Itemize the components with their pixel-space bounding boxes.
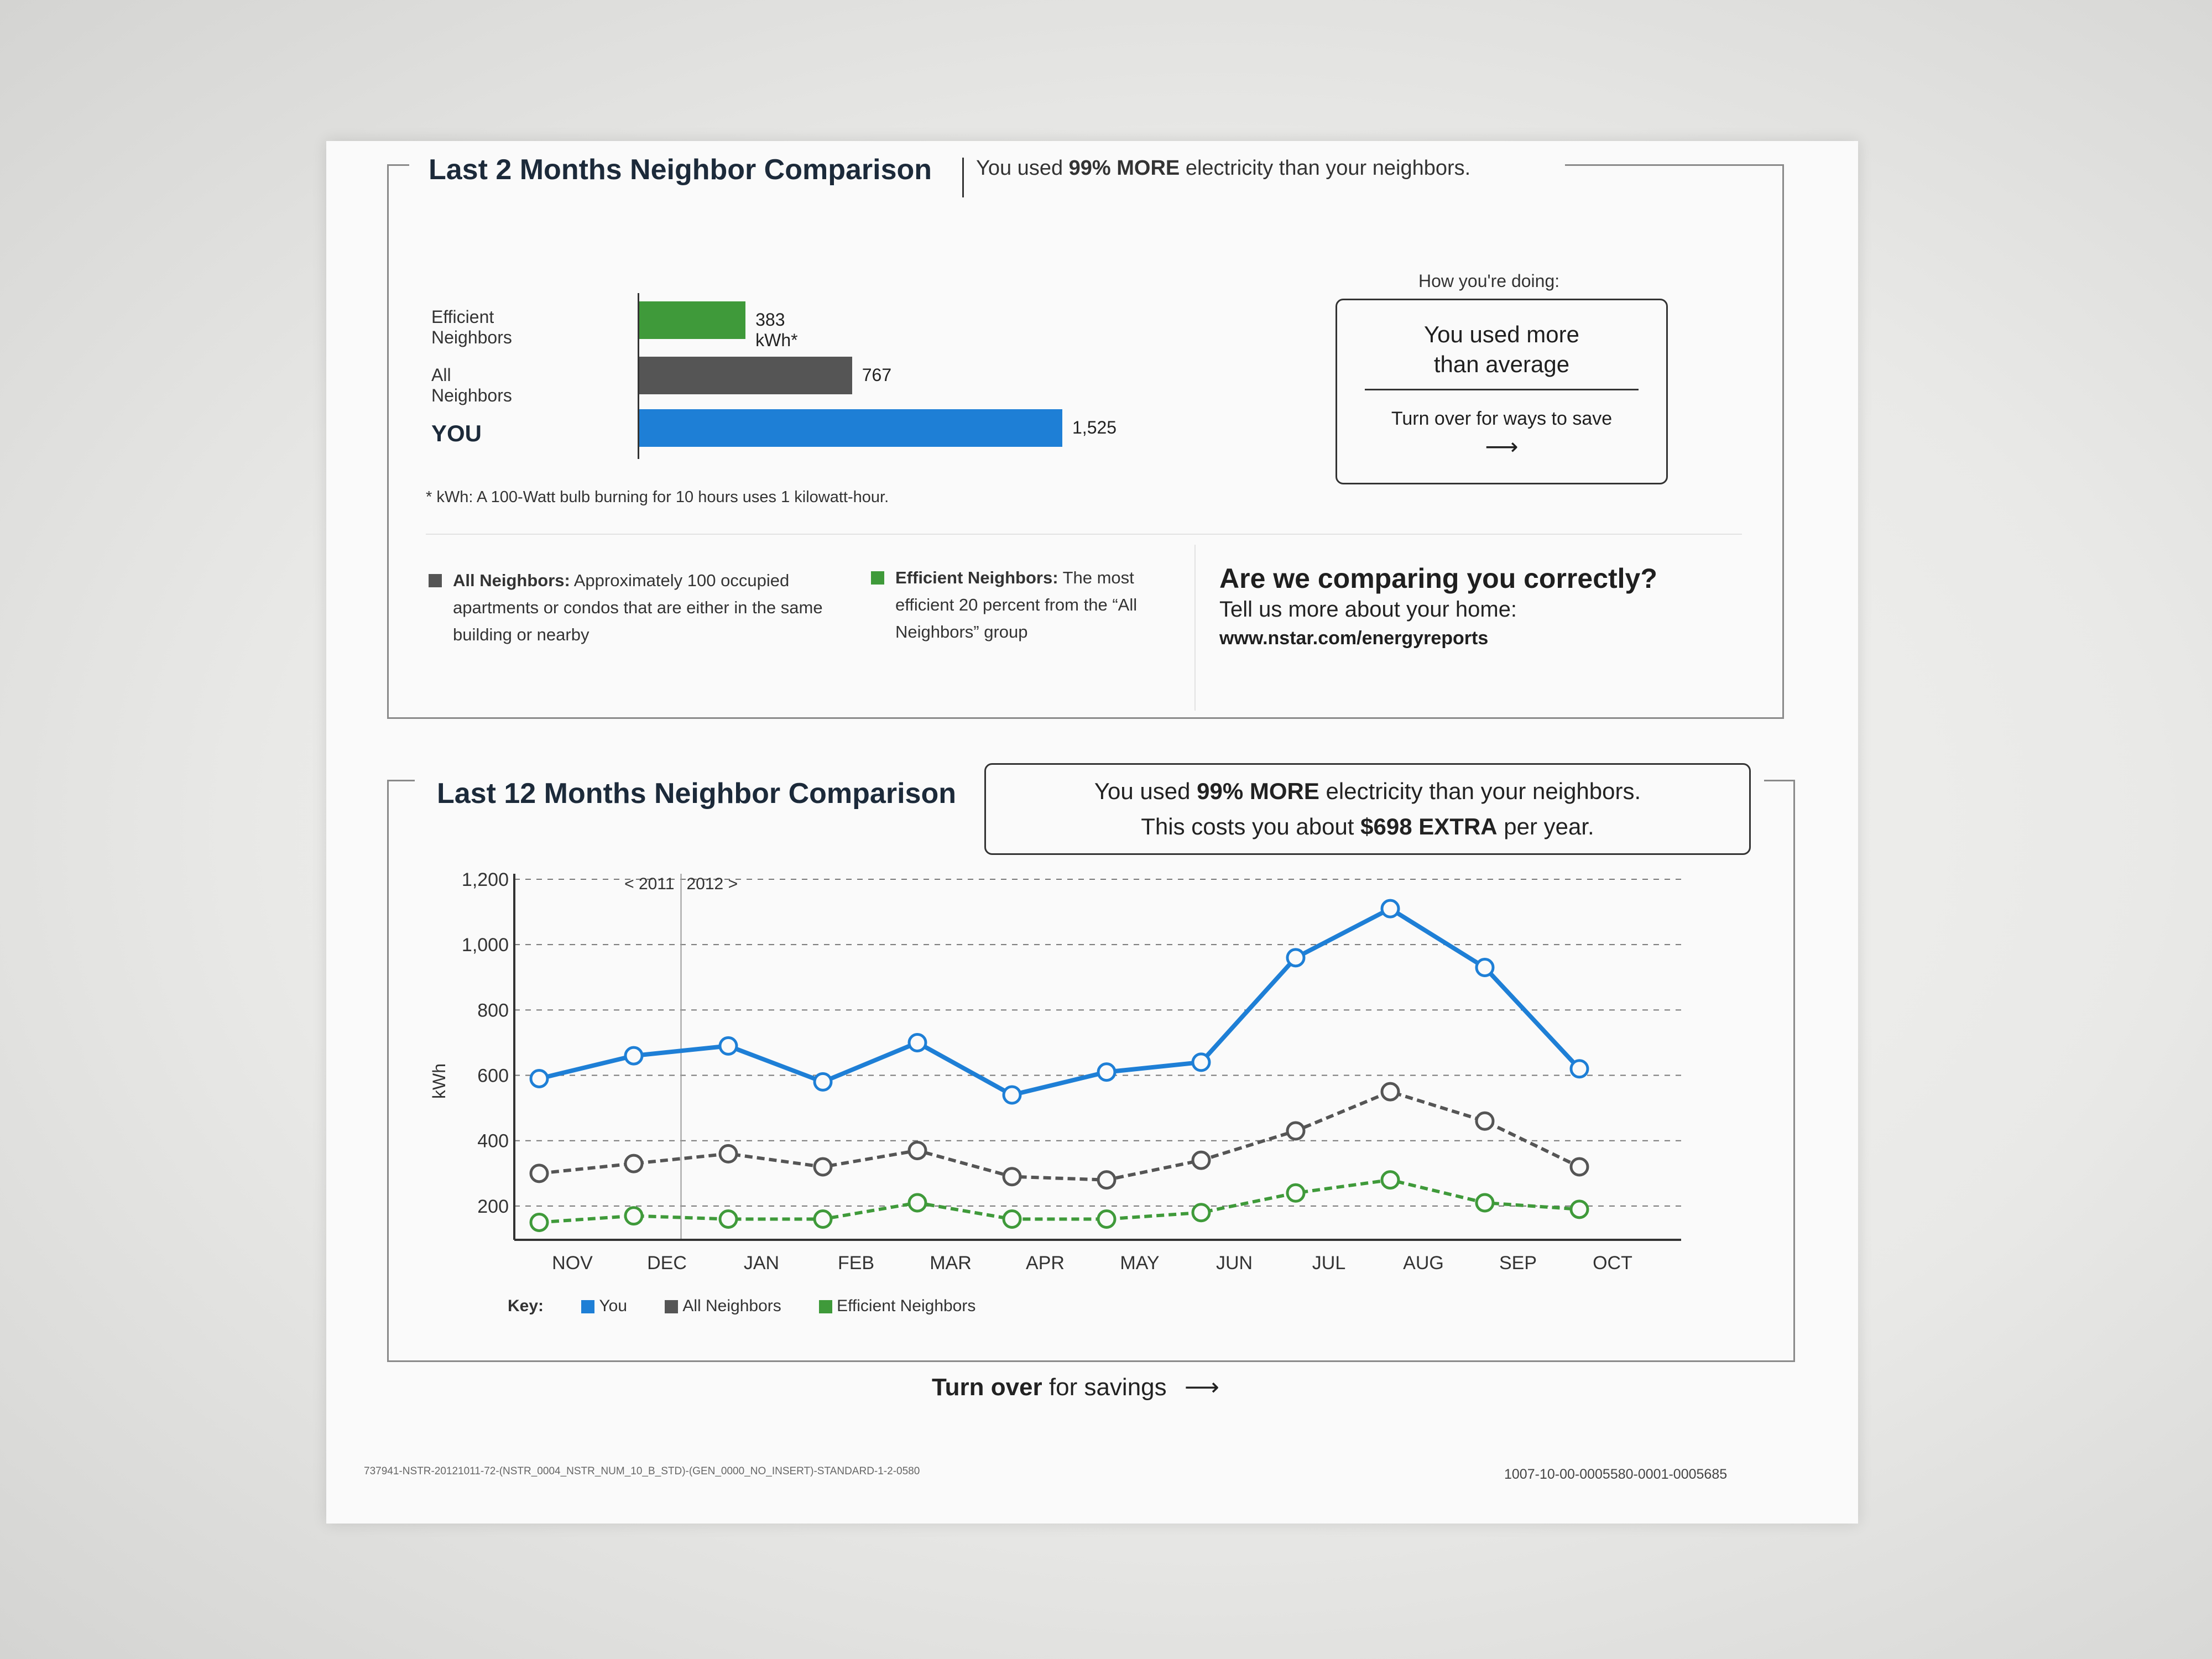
data-point-all-neighbors-3 xyxy=(815,1159,831,1175)
data-point-efficient-neighbors-3 xyxy=(815,1211,831,1228)
data-point-all-neighbors-2 xyxy=(720,1145,737,1162)
status-line-1: You used more xyxy=(1424,321,1579,347)
data-point-all-neighbors-5 xyxy=(1004,1168,1020,1185)
key-all-neighbors: All Neighbors xyxy=(682,1297,781,1315)
data-point-you-9 xyxy=(1382,900,1399,917)
x-tick-label: AUG xyxy=(1403,1253,1444,1274)
x-tick-label: NOV xyxy=(552,1253,593,1274)
data-point-efficient-neighbors-7 xyxy=(1193,1204,1209,1221)
series-line-all-neighbors xyxy=(539,1092,1579,1180)
all-neighbors-key-square-icon xyxy=(665,1300,678,1313)
key-label: Key: xyxy=(508,1297,544,1315)
data-point-efficient-neighbors-10 xyxy=(1477,1194,1493,1211)
data-point-efficient-neighbors-8 xyxy=(1287,1185,1304,1201)
data-point-efficient-neighbors-1 xyxy=(625,1208,642,1224)
data-point-efficient-neighbors-5 xyxy=(1004,1211,1020,1228)
y-axis-label: kWh xyxy=(429,1063,449,1099)
compare-question: Are we comparing you correctly? xyxy=(1219,563,1657,594)
y-tick-label: 600 xyxy=(477,1065,509,1087)
last-2-months-subtitle: You used 99% MORE electricity than your neighbors. xyxy=(976,156,1471,180)
data-point-efficient-neighbors-6 xyxy=(1098,1211,1115,1228)
data-point-all-neighbors-10 xyxy=(1477,1113,1493,1129)
data-point-you-1 xyxy=(625,1047,642,1064)
document-code-left: 737941-NSTR-20121011-72-(NSTR_0004_NSTR_NUM_10_B_STD)-(GEN_0000_NO_INSERT)-STANDARD-1-2-0580 xyxy=(364,1465,920,1477)
status-heading: How you're doing: xyxy=(1418,271,1560,291)
cost-callout: You used 99% MORE electricity than your neighbors. This costs you about $698 EXTRA per year. xyxy=(984,763,1751,855)
x-tick-label: JUN xyxy=(1215,1253,1253,1274)
right-arrow-icon: ⟶ xyxy=(1184,1374,1219,1401)
year-2012-label: 2012 > xyxy=(686,875,738,893)
last-2-months-title: Last 2 Months Neighbor Comparison xyxy=(429,154,932,186)
data-point-efficient-neighbors-0 xyxy=(531,1214,547,1230)
bar-label-1: All Neighbors xyxy=(431,365,512,405)
y-tick-label: 1,200 xyxy=(461,869,509,890)
key-you: You xyxy=(599,1297,627,1315)
data-point-you-4 xyxy=(909,1034,926,1051)
bar-value-2: 1,525 xyxy=(1072,418,1117,437)
data-point-all-neighbors-9 xyxy=(1382,1083,1399,1100)
x-tick-label: DEC xyxy=(647,1253,687,1274)
y-tick-label: 400 xyxy=(477,1130,509,1152)
data-point-you-2 xyxy=(720,1037,737,1054)
bar-value-0: 383 kWh* xyxy=(755,310,798,350)
bar-value-1: 767 xyxy=(862,365,892,385)
data-point-all-neighbors-11 xyxy=(1571,1159,1588,1175)
turn-over-for-savings[interactable]: Turn over for savings ⟶ xyxy=(932,1374,1219,1401)
usage-line-chart xyxy=(326,141,1858,1524)
data-point-efficient-neighbors-11 xyxy=(1571,1201,1588,1218)
data-point-all-neighbors-1 xyxy=(625,1155,642,1172)
x-tick-label: APR xyxy=(1026,1253,1065,1274)
bar-label-2: YOU xyxy=(431,420,482,446)
data-point-you-7 xyxy=(1193,1054,1209,1071)
status-line-2: than average xyxy=(1433,351,1570,377)
right-arrow-icon: ⟶ xyxy=(1485,434,1519,460)
data-point-you-8 xyxy=(1287,950,1304,966)
key-efficient-neighbors: Efficient Neighbors xyxy=(837,1297,976,1315)
kwh-footnote: * kWh: A 100-Watt bulb burning for 10 hours uses 1 kilowatt-hour. xyxy=(426,488,889,506)
x-tick-label: MAR xyxy=(930,1253,972,1274)
all-neighbors-definition: All Neighbors: Approximately 100 occupied apartments or condos that are either in the same building or nearby xyxy=(429,567,832,648)
data-point-all-neighbors-0 xyxy=(531,1165,547,1182)
y-tick-label: 800 xyxy=(477,1000,509,1021)
chart-key xyxy=(508,1297,975,1316)
data-point-efficient-neighbors-2 xyxy=(720,1211,737,1228)
data-point-all-neighbors-4 xyxy=(909,1142,926,1159)
energy-reports-link[interactable]: www.nstar.com/energyreports xyxy=(1219,628,1489,649)
data-point-all-neighbors-7 xyxy=(1193,1152,1209,1168)
data-point-you-10 xyxy=(1477,959,1493,976)
data-point-you-0 xyxy=(531,1070,547,1087)
data-point-all-neighbors-6 xyxy=(1098,1172,1115,1188)
report-page xyxy=(326,141,1858,1524)
data-point-efficient-neighbors-4 xyxy=(909,1194,926,1211)
bar-label-0: Efficient Neighbors xyxy=(431,307,512,347)
y-tick-label: 1,000 xyxy=(461,935,509,956)
year-2011-label: < 2011 xyxy=(624,875,675,893)
data-point-all-neighbors-8 xyxy=(1287,1123,1304,1139)
series-line-efficient-neighbors xyxy=(539,1180,1579,1223)
last-12-months-title: Last 12 Months Neighbor Comparison xyxy=(437,778,956,810)
y-tick-label: 200 xyxy=(477,1196,509,1217)
x-tick-label: MAY xyxy=(1120,1253,1160,1274)
x-tick-label: FEB xyxy=(837,1253,875,1274)
series-line-you xyxy=(539,909,1579,1095)
x-tick-label: SEP xyxy=(1499,1253,1537,1274)
efficient-neighbors-key-square-icon xyxy=(819,1300,832,1313)
data-point-you-11 xyxy=(1571,1061,1588,1077)
document-code-right: 1007-10-00-0005580-0001-0005685 xyxy=(1504,1467,1728,1482)
data-point-efficient-neighbors-9 xyxy=(1382,1172,1399,1188)
compare-prompt: Tell us more about your home: xyxy=(1219,597,1517,622)
turn-over-save-link[interactable]: Turn over for ways to save xyxy=(1391,408,1613,429)
x-tick-label: JAN xyxy=(743,1253,780,1274)
x-tick-label: JUL xyxy=(1312,1253,1346,1274)
efficient-neighbors-definition: Efficient Neighbors: The most efficient 20 percent from the “All Neighbors” group xyxy=(871,564,1181,645)
data-point-you-5 xyxy=(1004,1087,1020,1103)
x-tick-label: OCT xyxy=(1593,1253,1632,1274)
data-point-you-6 xyxy=(1098,1064,1115,1081)
data-point-you-3 xyxy=(815,1073,831,1090)
you-square-icon xyxy=(581,1300,594,1313)
